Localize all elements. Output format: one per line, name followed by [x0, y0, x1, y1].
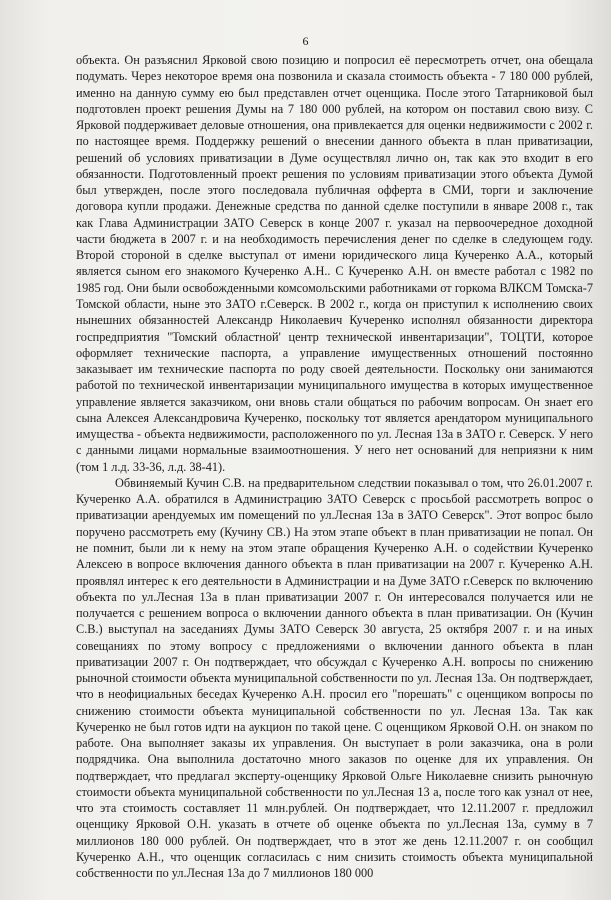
paragraph-testimony-kuchin: Обвиняемый Кучин С.В. на предварительном следствии показывал о том, что 26.01.2007 г. Кучеренко А.А. обратился в Администрацию ЗАТО Северск с просьбой рассмотреть вопрос о приватизации арендуемых им помещений по ул.Лесная 13а в ЗАТО Северск". Этот вопрос было поручено рассмотреть ему (Кучину СВ.) На этом этапе объект в план приватизации не попал. Он не помнит, были ли к нему на этом этапе обращения Кучеренко А.Н. о содействии Кучеренко Алексею в вопросе включения данного объекта в план приватизации на 2007 г. Кучеренко А.Н. проявлял интерес к его деятельности в Администрации и на Думе ЗАТО г.Северск по включению объекта по ул.Лесная 13а в план приватизации 2007 г. Он интересовался получается или не получается с решением вопроса о включении данного объекта в план приватизации. Он (Кучин С.В.) выступал на заседаниях Думы ЗАТО Северск 30 августа, 25 октября 2007 г. и на иных совещаниях по этому вопросу с предложениями о включении данного объекта в план приватизации 2007 г. Он подтверждает, что обсуждал с Кучеренко А.Н. вопросы по снижению рыночной стоимости объекта муниципальной собственности по ул. Лесная 13а. Он подтверждает, что в неофициальных беседах Кучеренко А.Н. просил его "порешать" с оценщиком вопросы по снижению стоимости объекта муниципальной собственности по ул. Лесная 13а. Так как Кучеренко не был готов идти на аукцион по такой цене. С оценщиком Ярковой О.Н. он знаком по работе. Она выполняет заказы их управления. Он выступает в роли заказчика, она в роли подрядчика. Она выполнила достаточно много заказов по оценке для их управления. Он подтверждает, что предлагал эксперту-оценщику Ярковой Ольге Николаевне снизить рыночную стоимости объекта муниципальной собственности по ул.Лесная 13 а, после того как узнал от нее, что эта стоимость составляет 11 млн.рублей. Он подтверждает, что 12.11.2007 г. предложил оценщику Ярковой О.Н. указать в отчете об оценке объекта по ул.Лесная 13а, сумму в 7 миллионов 180 000 рублей. Он подтверждает, что в этот же день 12.11.2007 г. он сообщил Кучеренко А.Н., что оценщик согласилась с ним снизить стоимость объекта муниципальной собственности по ул.Лесная 13а до 7 миллионов 180 000: [76, 475, 593, 881]
page-number: 6: [302, 34, 309, 48]
document-body: [76, 52, 593, 882]
paragraph-continuation: объекта. Он разъяснил Ярковой свою позицию и попросил её пересмотреть отчет, она обещала подумать. Через некоторое время она позвонила и сказала стоимость объекта - 7 180 000 рублей, именно на данную сумму ею был представлен отчет оценщика. После этого Татарниковой был подготовлен проект решения Думы на 7 180 000 рублей, на котором он поставил свою визу. С Ярковой поддерживает деловые отношения, она привлекается для оценки недвижимости с 2002 г. по настоящее время. Поддержку решений о внесении данного объекта в план приватизации, решений об условиях приватизации в Думе осуществлял лично он, так как это входит в его обязанности. Подготовленный проект решения по условиям приватизации этого объекта Думой был утвержден, после этого последовала публичная офферта в СМИ, торги и заключение договора купли продажи. Денежные средства по данной сделке поступили в январе 2008 г., так как Глава Администрации ЗАТО Северск в конце 2007 г. указал на первоочередное доходной части бюджета в 2007 г. и на необходимость перечисления денег по сделке в следующем году. Второй стороной в сделке выступал от имени юридического лица Кучеренко А.А., который является сыном его знакомого Кучеренко А.Н.. С Кучеренко А.Н. он вместе работал с 1982 по 1985 год. Они были освобожденными комсомольскими работниками от горкома ВЛКСМ Томска-7 Томской области, ныне это ЗАТО г.Северск. В 2002 г., когда он приступил к исполнению своих нынешних обязанностей Александр Николаевич Кучеренко исполнял обязанности директора госпредприятия "Томский областной' центр технической инвентаризации", ТОЦТИ, которое оформляет технические паспорта, а управление имущественных отношений постоянно заказывает им технические паспорта по роду своей деятельности. Поскольку они занимаются работой по технической инвентаризации муниципального имущества в которых имущественное управление является заказчиком, они вновь стали общаться по рабочим вопросам. Он знает его сына Алексея Александровича Кучеренко, поскольку тот является арендатором муниципального имущества - объекта недвижимости, расположенного по ул. Лесная 13а в ЗАТО г. Северск. У него с данными лицами нормальные взаимоотношения. У него нет оснований для неприязни к ним (том 1 л.д. 33-36, л.д. 38-41).: [76, 53, 593, 474]
